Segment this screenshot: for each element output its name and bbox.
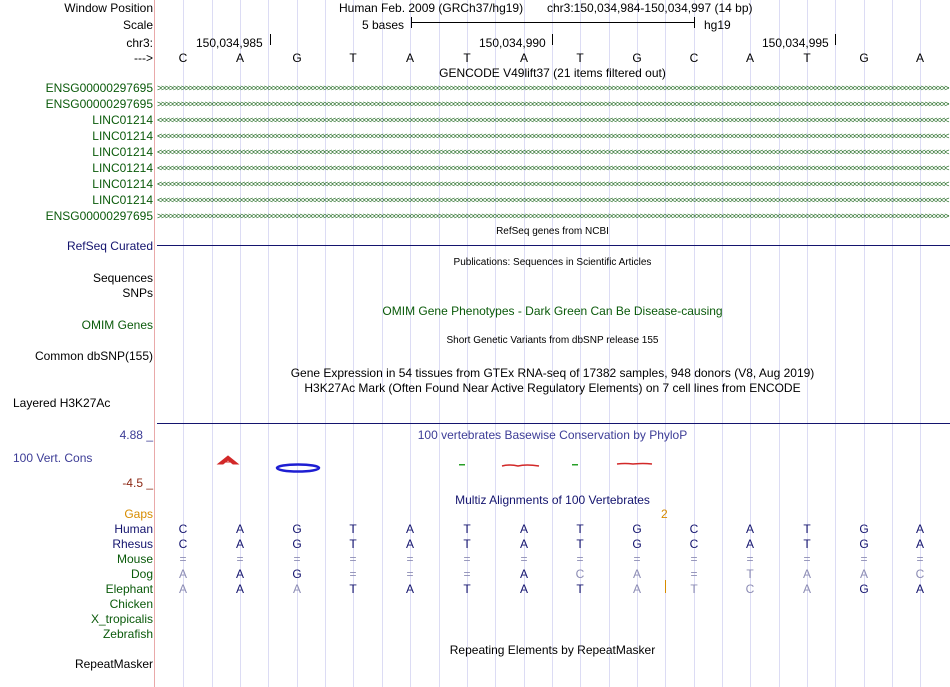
- aligned-base: C: [915, 567, 925, 581]
- phylop-mark-3: [572, 464, 578, 466]
- aligned-base: T: [576, 537, 584, 551]
- aligned-base: C: [745, 582, 755, 596]
- aligned-base: T: [803, 537, 811, 551]
- gap-count: 2: [661, 507, 668, 521]
- aligned-base: G: [292, 522, 302, 536]
- aligned-base: A: [292, 582, 301, 596]
- base: A: [405, 51, 414, 65]
- aligned-base: G: [859, 522, 869, 536]
- aligned-base: A: [235, 567, 244, 581]
- aligned-base: =: [463, 567, 471, 581]
- phylop-mark-4: [617, 464, 652, 465]
- elephant-gap-mark: [665, 580, 666, 593]
- publications-title[interactable]: Publications: Sequences in Scientific Articles: [453, 257, 652, 268]
- aligned-base: C: [689, 522, 699, 536]
- base: C: [689, 51, 699, 65]
- gene-label[interactable]: LINC01214: [92, 193, 153, 207]
- aligned-base: =: [293, 552, 301, 566]
- aligned-base: C: [178, 522, 188, 536]
- gene-feature[interactable]: <<<<<<<<<<<<<<<<<<<<<<<<<<<<<<<<<<<<<<<<<<<<<<<<<<<<<<<<<<<<<<<<<<<<<<<<<<<<<<<<<<<<<<<<<<<<<<<<<<<<<<<<<<<<<<<<<<<<<<<<<<<<<<<<<<<<<<<<<<<<<<<<<<<<<<<<<<<<<<<<<<<<<<<<<<<<<<<<<<<<<<<<<<<<<<<<<<<<<<<<: [157, 197, 949, 204]
- aligned-base: =: [406, 567, 414, 581]
- aligned-base: A: [235, 522, 244, 536]
- aligned-base: A: [915, 537, 924, 551]
- species-label[interactable]: Zebrafish: [102, 627, 153, 641]
- aligned-base: A: [405, 522, 414, 536]
- multiz-title[interactable]: Multiz Alignments of 100 Vertebrates: [455, 493, 650, 507]
- aligned-base: G: [632, 522, 642, 536]
- phylop-max: 4.88 _: [119, 428, 153, 442]
- repeatmasker-title[interactable]: Repeating Elements by RepeatMasker: [449, 643, 656, 657]
- coord-tick-mark-3: [835, 34, 836, 45]
- aligned-base: A: [405, 582, 414, 596]
- scale-db: hg19: [704, 18, 731, 32]
- aligned-base: T: [463, 582, 471, 596]
- gene-feature[interactable]: <<<<<<<<<<<<<<<<<<<<<<<<<<<<<<<<<<<<<<<<<<<<<<<<<<<<<<<<<<<<<<<<<<<<<<<<<<<<<<<<<<<<<<<<<<<<<<<<<<<<<<<<<<<<<<<<<<<<<<<<<<<<<<<<<<<<<<<<<<<<<<<<<<<<<<<<<<<<<<<<<<<<<<<<<<<<<<<<<<<<<<<<<<<<<<<<<<<<<<<<: [157, 181, 949, 188]
- gene-feature[interactable]: >>>>>>>>>>>>>>>>>>>>>>>>>>>>>>>>>>>>>>>>>>>>>>>>>>>>>>>>>>>>>>>>>>>>>>>>>>>>>>>>>>>>>>>>>>>>>>>>>>>>>>>>>>>>>>>>>>>>>>>>>>>>>>>>>>>>>>>>>>>>>>>>>>>>>>>>>>>>>>>>>>>>>>>>>>>>>>>>>>>>>>>>>>>>>>>>>>>>>>>>: [157, 85, 949, 92]
- gene-feature[interactable]: <<<<<<<<<<<<<<<<<<<<<<<<<<<<<<<<<<<<<<<<<<<<<<<<<<<<<<<<<<<<<<<<<<<<<<<<<<<<<<<<<<<<<<<<<<<<<<<<<<<<<<<<<<<<<<<<<<<<<<<<<<<<<<<<<<<<<<<<<<<<<<<<<<<<<<<<<<<<<<<<<<<<<<<<<<<<<<<<<<<<<<<<<<<<<<<<<<<<<<<<: [157, 133, 949, 140]
- aligned-base: =: [746, 552, 754, 566]
- gene-label[interactable]: ENSG00000297695: [45, 97, 153, 111]
- aligned-base: A: [915, 522, 924, 536]
- species-label[interactable]: X_tropicalis: [90, 612, 153, 626]
- aligned-base: =: [803, 552, 811, 566]
- aligned-base: T: [349, 522, 357, 536]
- gene-feature[interactable]: >>>>>>>>>>>>>>>>>>>>>>>>>>>>>>>>>>>>>>>>>>>>>>>>>>>>>>>>>>>>>>>>>>>>>>>>>>>>>>>>>>>>>>>>>>>>>>>>>>>>>>>>>>>>>>>>>>>>>>>>>>>>>>>>>>>>>>>>>>>>>>>>>>>>>>>>>>>>>>>>>>>>>>>>>>>>>>>>>>>>>>>>>>>>>>>>>>>>>>>>: [157, 213, 949, 220]
- aligned-base: A: [802, 567, 811, 581]
- aligned-base: =: [916, 552, 924, 566]
- aligned-base: G: [292, 567, 302, 581]
- base: G: [859, 51, 869, 65]
- aligned-base: A: [802, 582, 811, 596]
- scale-label: Scale: [122, 18, 153, 32]
- species-label[interactable]: Human: [114, 522, 153, 536]
- h3k27ac-title[interactable]: H3K27Ac Mark (Often Found Near Active Regulatory Elements) on 7 cell lines from ENCODE: [304, 381, 801, 395]
- refseq-title[interactable]: RefSeq genes from NCBI: [496, 226, 609, 237]
- strand-label: --->: [134, 51, 153, 65]
- gene-label[interactable]: LINC01214: [92, 177, 153, 191]
- aligned-base: A: [235, 582, 244, 596]
- coord-tick-mark-1: [270, 34, 271, 45]
- base: T: [349, 51, 357, 65]
- aligned-base: =: [406, 552, 414, 566]
- base: T: [463, 51, 471, 65]
- phylop-logo-g: [277, 465, 319, 472]
- aligned-base: A: [632, 567, 641, 581]
- aligned-base: =: [349, 567, 357, 581]
- base: A: [915, 51, 924, 65]
- coord-tick-3: 150,034,995: [762, 36, 829, 50]
- h3k27ac-label[interactable]: Layered H3K27Ac: [13, 396, 111, 410]
- gene-feature[interactable]: <<<<<<<<<<<<<<<<<<<<<<<<<<<<<<<<<<<<<<<<<<<<<<<<<<<<<<<<<<<<<<<<<<<<<<<<<<<<<<<<<<<<<<<<<<<<<<<<<<<<<<<<<<<<<<<<<<<<<<<<<<<<<<<<<<<<<<<<<<<<<<<<<<<<<<<<<<<<<<<<<<<<<<<<<<<<<<<<<<<<<<<<<<<<<<<<<<<<<<<<: [157, 117, 949, 124]
- aligned-base: =: [179, 552, 187, 566]
- gene-label[interactable]: LINC01214: [92, 145, 153, 159]
- assembly-name: Human Feb. 2009 (GRCh37/hg19): [339, 1, 524, 15]
- aligned-base: =: [576, 552, 584, 566]
- gene-feature[interactable]: <<<<<<<<<<<<<<<<<<<<<<<<<<<<<<<<<<<<<<<<<<<<<<<<<<<<<<<<<<<<<<<<<<<<<<<<<<<<<<<<<<<<<<<<<<<<<<<<<<<<<<<<<<<<<<<<<<<<<<<<<<<<<<<<<<<<<<<<<<<<<<<<<<<<<<<<<<<<<<<<<<<<<<<<<<<<<<<<<<<<<<<<<<<<<<<<<<<<<<<<: [157, 149, 949, 156]
- phylop-label[interactable]: 100 Vert. Cons: [13, 451, 93, 465]
- refseq-feature-line[interactable]: [157, 245, 950, 246]
- base: G: [632, 51, 642, 65]
- scale-bar: [411, 17, 695, 28]
- gaps-label[interactable]: Gaps: [124, 507, 153, 521]
- base: A: [519, 51, 528, 65]
- phylop-mark-2: [502, 465, 539, 466]
- aligned-base: C: [689, 537, 699, 551]
- gene-label[interactable]: LINC01214: [92, 161, 153, 175]
- phylop-logo-a: [218, 456, 238, 464]
- aligned-base: A: [519, 582, 528, 596]
- phylop-title[interactable]: 100 vertebrates Basewise Conservation by PhyloP: [417, 428, 688, 442]
- species-label[interactable]: Rhesus: [112, 537, 153, 551]
- aligned-base: C: [575, 567, 585, 581]
- aligned-base: C: [178, 537, 188, 551]
- aligned-base: T: [690, 582, 698, 596]
- base: C: [178, 51, 188, 65]
- base: A: [235, 51, 244, 65]
- base: G: [292, 51, 302, 65]
- aligned-base: A: [745, 522, 754, 536]
- omim-title[interactable]: OMIM Gene Phenotypes - Dark Green Can Be Disease-causing: [382, 304, 723, 318]
- aligned-base: G: [632, 537, 642, 551]
- aligned-base: A: [859, 567, 868, 581]
- aligned-base: A: [178, 567, 187, 581]
- aligned-base: T: [463, 537, 471, 551]
- aligned-base: A: [632, 582, 641, 596]
- aligned-base: =: [349, 552, 357, 566]
- coord-tick-1: 150,034,985: [196, 36, 263, 50]
- aligned-base: A: [519, 522, 528, 536]
- base: A: [745, 51, 754, 65]
- aligned-base: A: [745, 537, 754, 551]
- repeatmasker-label[interactable]: RepeatMasker: [74, 657, 153, 671]
- dbsnp-label[interactable]: Common dbSNP(155): [34, 349, 153, 363]
- aligned-base: T: [576, 582, 584, 596]
- species-label[interactable]: Mouse: [116, 552, 153, 566]
- h3k27ac-baseline: [157, 423, 950, 424]
- window-position-label: Window Position: [64, 1, 153, 15]
- aligned-base: T: [746, 567, 754, 581]
- aligned-base: =: [633, 552, 641, 566]
- aligned-base: G: [859, 582, 869, 596]
- aligned-base: =: [520, 552, 528, 566]
- aligned-base: =: [690, 552, 698, 566]
- aligned-base: =: [860, 552, 868, 566]
- gene-label[interactable]: ENSG00000297695: [45, 81, 153, 95]
- aligned-base: G: [859, 537, 869, 551]
- aligned-base: A: [405, 537, 414, 551]
- aligned-base: A: [519, 567, 528, 581]
- phylop-mark-1: [459, 464, 465, 466]
- base: T: [576, 51, 584, 65]
- gene-feature[interactable]: <<<<<<<<<<<<<<<<<<<<<<<<<<<<<<<<<<<<<<<<<<<<<<<<<<<<<<<<<<<<<<<<<<<<<<<<<<<<<<<<<<<<<<<<<<<<<<<<<<<<<<<<<<<<<<<<<<<<<<<<<<<<<<<<<<<<<<<<<<<<<<<<<<<<<<<<<<<<<<<<<<<<<<<<<<<<<<<<<<<<<<<<<<<<<<<<<<<<<<<<: [157, 165, 949, 172]
- omim-label[interactable]: OMIM Genes: [81, 318, 153, 332]
- snps-label[interactable]: SNPs: [122, 286, 153, 300]
- aligned-base: G: [292, 537, 302, 551]
- phylop-graph[interactable]: [155, 450, 950, 480]
- aligned-base: =: [463, 552, 471, 566]
- phylop-min: -4.5 _: [122, 476, 153, 490]
- gene-label[interactable]: ENSG00000297695: [45, 209, 153, 223]
- position-readout: chr3:150,034,984-150,034,997 (14 bp): [547, 1, 753, 15]
- base: T: [803, 51, 811, 65]
- gene-label[interactable]: LINC01214: [92, 113, 153, 127]
- refseq-label[interactable]: RefSeq Curated: [66, 239, 153, 253]
- gene-feature[interactable]: >>>>>>>>>>>>>>>>>>>>>>>>>>>>>>>>>>>>>>>>>>>>>>>>>>>>>>>>>>>>>>>>>>>>>>>>>>>>>>>>>>>>>>>>>>>>>>>>>>>>>>>>>>>>>>>>>>>>>>>>>>>>>>>>>>>>>>>>>>>>>>>>>>>>>>>>>>>>>>>>>>>>>>>>>>>>>>>>>>>>>>>>>>>>>>>>>>>>>>>>: [157, 101, 949, 108]
- aligned-base: T: [463, 522, 471, 536]
- aligned-base: A: [519, 537, 528, 551]
- coord-tick-mark-2: [552, 34, 553, 45]
- aligned-base: T: [576, 522, 584, 536]
- dbsnp-title[interactable]: Short Genetic Variants from dbSNP release 155: [446, 335, 659, 346]
- aligned-base: T: [349, 537, 357, 551]
- chrom-label: chr3:: [126, 36, 153, 50]
- aligned-base: A: [915, 582, 924, 596]
- coord-tick-2: 150,034,990: [479, 36, 546, 50]
- gene-label[interactable]: LINC01214: [92, 129, 153, 143]
- gtex-title[interactable]: Gene Expression in 54 tissues from GTEx RNA-seq of 17382 samples, 948 donors (V8, Aug 2019): [290, 366, 815, 380]
- gencode-title[interactable]: GENCODE V49lift37 (21 items filtered out): [439, 66, 666, 80]
- scale-text: 5 bases: [362, 18, 405, 32]
- species-label[interactable]: Chicken: [109, 597, 153, 611]
- aligned-base: A: [178, 582, 187, 596]
- species-label[interactable]: Dog: [130, 567, 153, 581]
- aligned-base: A: [235, 537, 244, 551]
- species-label[interactable]: Elephant: [105, 582, 153, 596]
- publications-label[interactable]: Sequences: [92, 271, 153, 285]
- aligned-base: =: [690, 567, 698, 581]
- aligned-base: T: [349, 582, 357, 596]
- aligned-base: T: [803, 522, 811, 536]
- aligned-base: =: [236, 552, 244, 566]
